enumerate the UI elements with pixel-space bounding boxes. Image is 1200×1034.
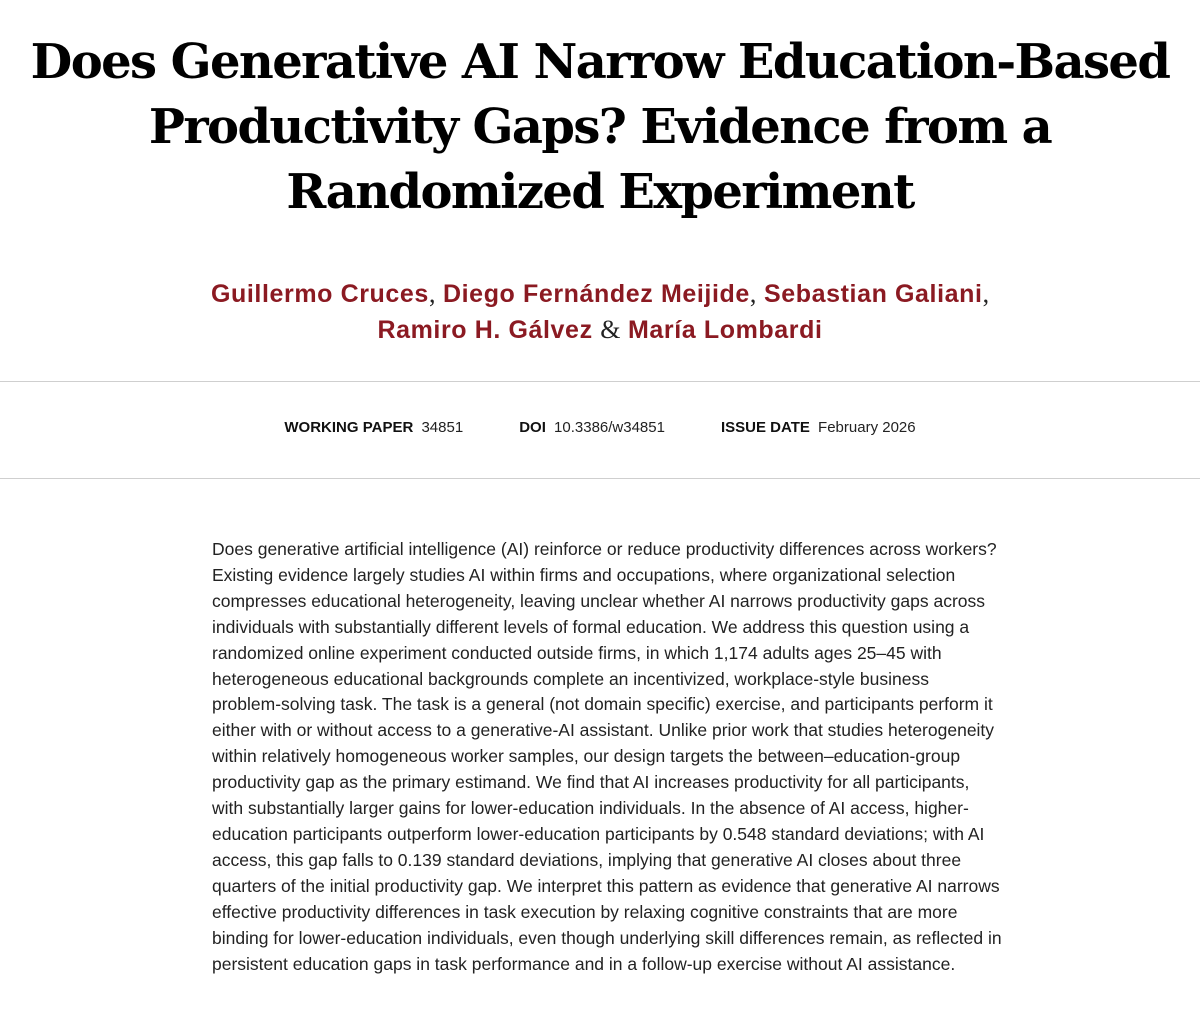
author-link-fernandez-meijide[interactable]: Diego Fernández Meijide [442,280,750,308]
meta-issue-date [721,419,916,436]
paper-meta [0,419,1200,436]
author-separator: , [982,279,990,308]
title-line: Randomized Experiment [286,164,914,220]
meta-label: DOI [519,419,546,436]
author-list [190,276,1010,348]
meta-label: ISSUE DATE [720,419,810,436]
author-separator: , [749,279,757,308]
meta-doi [519,419,665,436]
abstract-text: Does generative artificial intelligence (AI) reinforce or reduce productivity differences across workers? Existing evidence largely studies AI within firms and occupations, where organizational selection compresses educational heterogeneity, leaving unclear whether AI narrows productivity gaps across individuals with substantially different levels of formal education. We address this question using a randomized online experiment conducted outside firms, in which 1,174 adults ages 25–45 with heterogeneous educational backgrounds complete an incentivized, workplace-style business problem-solving task. The task is a general (not domain specific) exercise, and participants perform it either with or without access to a generative-AI assistant. Unlike prior work that studies heterogeneity within relatively homogeneous worker samples, our design targets the between–education-group productivity gap as the primary estimand. We find that AI increases productivity for all participants, with substantially larger gains for lower-education individuals. In the absence of AI access, higher-education participants outperform lower-education participants by 0.548 standard deviations; with AI access, this gap falls to 0.139 standard deviations, implying that generative AI closes about three quarters of the initial productivity gap. We interpret this pattern as evidence that generative AI narrows effective productivity differences in task execution by relaxing cognitive constraints that are more binding for lower-education individuals, even though underlying skill differences remain, as reflected in persistent education gaps in task performance and in a follow-up exercise without AI assistance. [212,539,1002,974]
author-separator: , [428,279,436,308]
meta-value: 10.3386/w34851 [554,419,665,436]
divider-bottom [0,478,1200,479]
meta-value: 34851 [421,419,464,436]
author-link-galiani[interactable]: Sebastian Galiani [763,280,983,308]
author-ampersand: & [600,315,621,344]
meta-working-paper [284,419,463,436]
author-link-cruces[interactable]: Guillermo Cruces [210,280,429,308]
author-link-galvez[interactable]: Ramiro H. Gálvez [377,316,593,344]
title-line: Productivity Gaps? Evidence from a [148,99,1052,155]
meta-label: WORKING PAPER [284,419,414,436]
divider-top [0,381,1200,382]
author-link-lombardi[interactable]: María Lombardi [628,316,823,344]
title-line: Does Generative AI Narrow Education-Based [30,34,1170,90]
meta-value: February 2026 [818,419,916,436]
page-title [0,30,1200,225]
